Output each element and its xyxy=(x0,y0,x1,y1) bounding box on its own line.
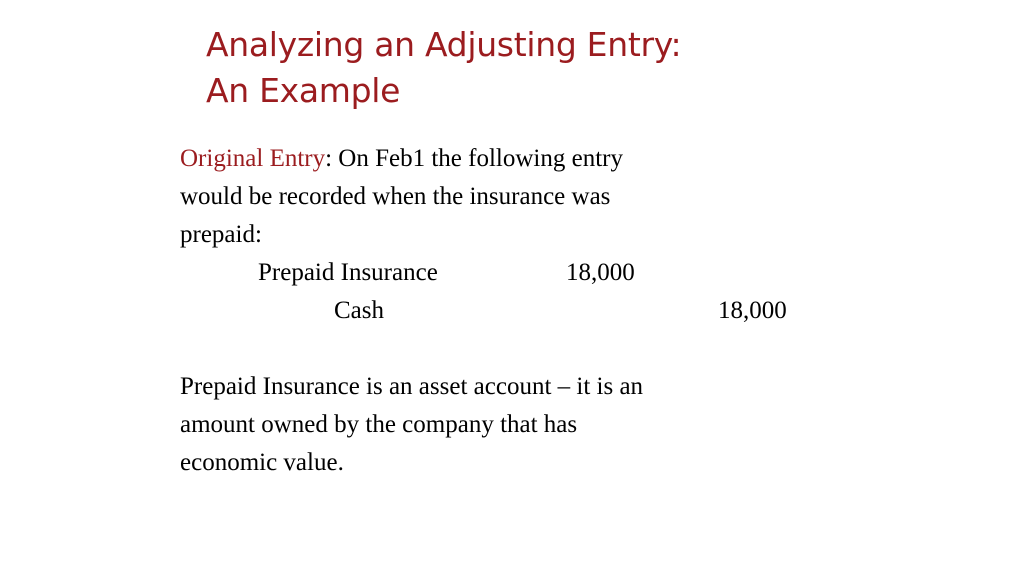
original-entry-line-3: prepaid: xyxy=(180,221,262,248)
explanation-line-2: amount owned by the company that has xyxy=(180,411,578,438)
slide-title-line-2: An Example xyxy=(206,71,401,110)
slide-title xyxy=(206,22,906,114)
debit-account: Prepaid Insurance xyxy=(258,259,438,286)
slide-body xyxy=(180,140,840,482)
slide-title-line-1: Analyzing an Adjusting Entry: xyxy=(206,25,682,64)
original-entry-line-1 xyxy=(180,140,840,178)
spacer xyxy=(180,330,840,368)
original-entry-line-2: would be recorded when the insurance was xyxy=(180,183,611,210)
original-entry-label: Original Entry xyxy=(180,145,326,172)
credit-amount: 18,000 xyxy=(718,297,787,324)
explanation-line-3: economic value. xyxy=(180,449,344,476)
original-entry-text-1: : On Feb1 the following entry xyxy=(325,145,623,172)
credit-account: Cash xyxy=(334,297,384,324)
explanation-line-1: Prepaid Insurance is an asset account – it is an xyxy=(180,373,644,400)
journal-credit-row xyxy=(180,292,840,330)
journal-debit-row xyxy=(180,254,840,292)
debit-amount: 18,000 xyxy=(566,259,635,286)
